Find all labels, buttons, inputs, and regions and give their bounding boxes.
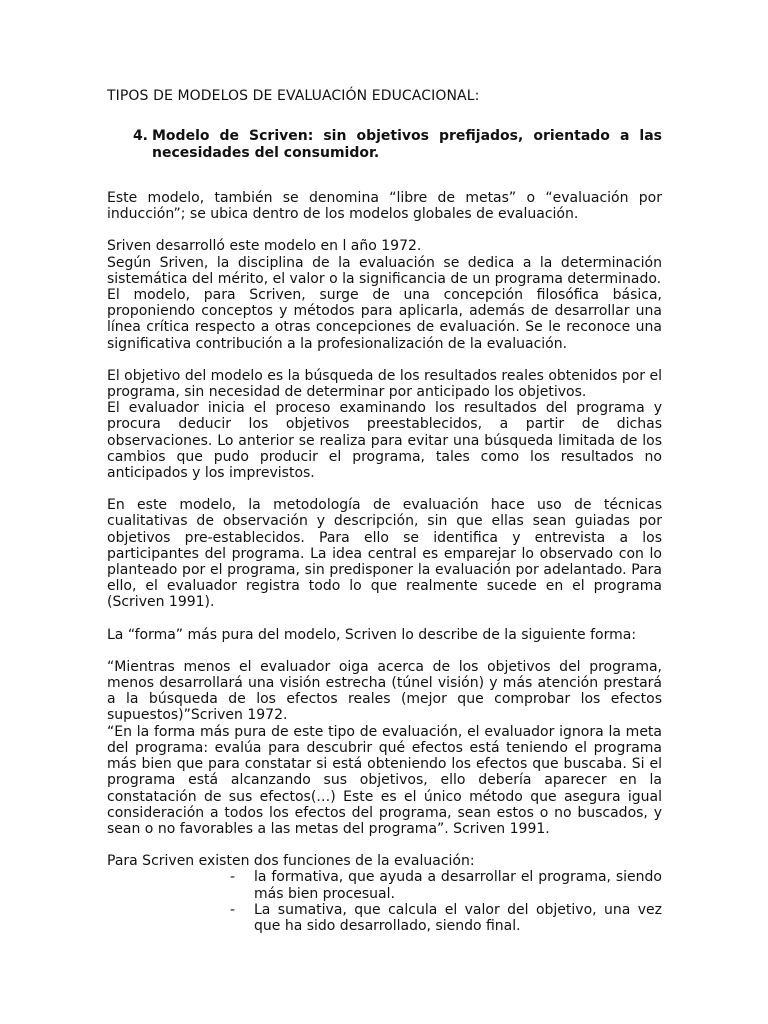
- document-title: TIPOS DE MODELOS DE EVALUACIÓN EDUCACIONAL:: [107, 88, 480, 104]
- paragraph-objective: El objetivo del modelo es la búsqueda de los resultados reales obtenidos por el programa, sin necesidad de determinar por anticipado los objetivos.: [107, 367, 662, 401]
- function-summative: La sumativa, que calcula el valor del objetivo, una vez que ha sido desarrollado, siendo final.: [254, 901, 662, 934]
- function-formative: la formativa, que ayuda a desarrollar el programa, siendo más bien procesual.: [254, 869, 662, 902]
- paragraph-origin: Sriven desarrolló este modelo en l año 1972.: [107, 238, 422, 255]
- document-page: [107, 88, 662, 934]
- list-marker: -: [229, 901, 235, 918]
- paragraph-pure-form: La “forma” más pura del modelo, Scriven lo describe de la siguiente forma:: [107, 626, 637, 643]
- paragraph-methodology: En este modelo, la metodología de evaluación hace uso de técnicas cualitativas de observación y descripción, sin que ellas sean guiadas por objetivos pre-establecidos. Para ello se identifica y entrevista a los participantes del programa. La idea central es emparejar lo observado con lo planteado por el programa, sin predisponer la evaluación por adelantado. Para ello, el evaluador registra todo lo que realmente sucede en el programa (Scriven 1991).: [107, 497, 662, 611]
- list-marker: -: [229, 869, 235, 886]
- paragraph-model: El modelo, para Scriven, surge de una concepción filosófica básica, proponiendo conceptos y métodos para aplicarla, además de desarrollar una línea crítica respecto a otras concepciones de evaluación. Se le reconoce una significativa contribución a la profesionalización de la evaluación.: [107, 287, 662, 352]
- section-heading: [107, 128, 662, 161]
- quote-1991: “En la forma más pura de este tipo de evaluación, el evaluador ignora la meta del programa: evalúa para descubrir qué efectos está teniendo el programa más bien que para constatar si está obteniendo los efectos que buscaba. Si el programa está alcanzando sus objetivos, ello debería aparecer en la constatación de sus efectos(…) Este es el único método que asegura igual consideración a todos los efectos del programa, sean estos o no buscados, y sean o no favorables a las metas del programa”. Scriven 1991.: [107, 723, 662, 837]
- paragraph-process: El evaluador inicia el proceso examinando los resultados del programa y procura deducir los objetivos preestablecidos, a partir de dichas observaciones. Lo anterior se realiza para evitar una búsqueda limitada de los cambios que pudo producir el programa, tales como los resultados no anticipados y los imprevistos.: [107, 400, 662, 482]
- functions-list: [107, 869, 662, 934]
- quote-1972: “Mientras menos el evaluador oiga acerca de los objetivos del programa, menos desarrollará una visión estrecha (túnel visión) y más atención prestará a la búsqueda de los efectos reales (mejor que comprobar los efectos supuestos)”Scriven 1972.: [107, 658, 662, 724]
- section-number: 4.: [132, 128, 148, 144]
- list-item: [107, 869, 662, 901]
- paragraph-intro: Este modelo, también se denomina “libre de metas” o “evaluación por inducción”; se ubica dentro de los modelos globales de evaluación.: [107, 190, 662, 223]
- paragraph-functions-intro: Para Scriven existen dos funciones de la evaluación:: [107, 853, 475, 870]
- list-item: [107, 902, 662, 934]
- section-title: Modelo de Scriven: sin objetivos prefijados, orientado a las necesidades del consumidor.: [152, 128, 662, 161]
- paragraph-definition: Según Sriven, la disciplina de la evaluación se dedica a la determinación sistemática del mérito, el valor o la significancia de un programa determinado.: [107, 254, 662, 287]
